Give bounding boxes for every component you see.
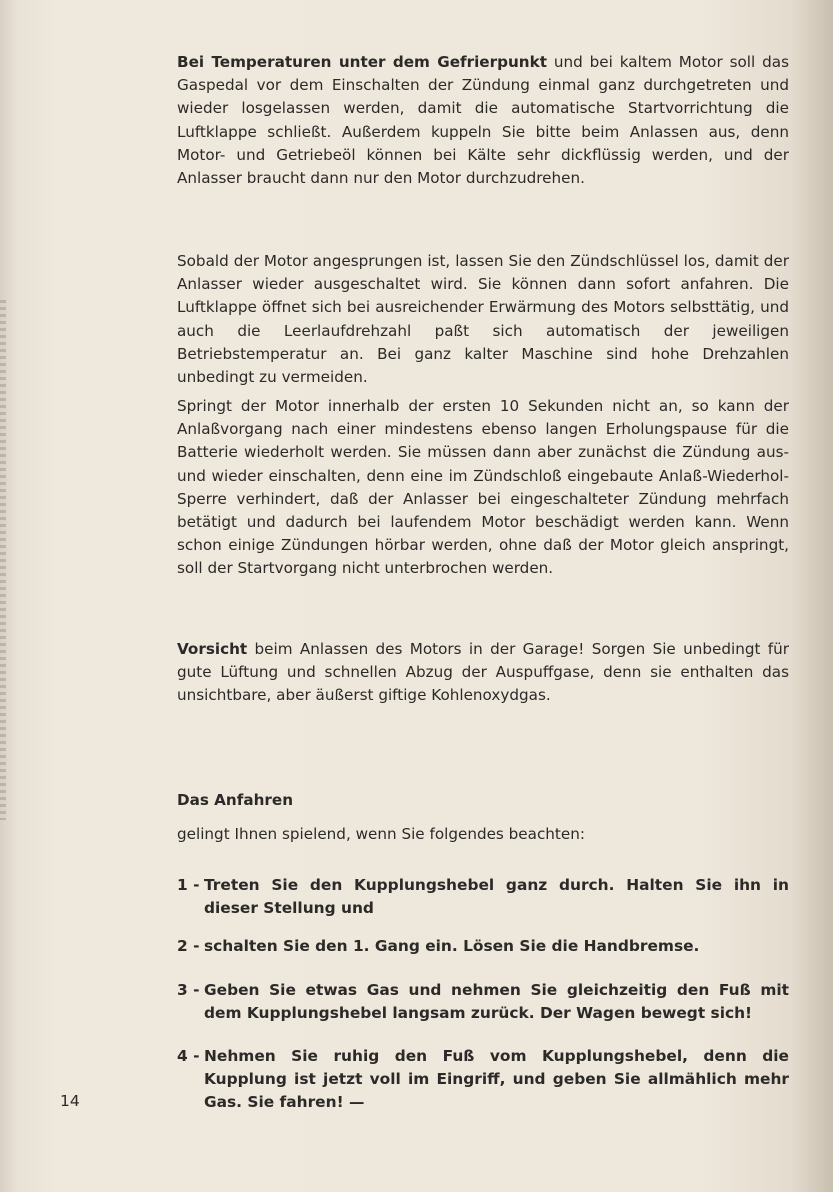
section-intro: gelingt Ihnen spielend, wenn Sie folgendes beachten: [177, 825, 585, 843]
step-number: 3 - [177, 981, 200, 999]
paragraph-cold-start-bold: Bei Temperaturen unter dem Gefrierpunkt [177, 53, 547, 71]
page-binding-edge [0, 300, 6, 820]
step-item [177, 874, 789, 920]
step-item [177, 935, 789, 958]
step-text: Nehmen Sie ruhig den Fuß vom Kupplungshebel, denn die Kupplung ist jetzt voll im Eingriff, und geben Sie allmählich mehr Gas. Sie fahren! — [204, 1047, 789, 1112]
step-item [177, 1045, 789, 1115]
paragraph-garage-warning [177, 638, 789, 708]
step-number: 4 - [177, 1047, 200, 1065]
step-item [177, 979, 789, 1025]
step-number: 1 - [177, 876, 200, 894]
section-heading: Das Anfahren [177, 791, 294, 809]
step-number: 2 - [177, 937, 200, 955]
step-text: Treten Sie den Kupplungshebel ganz durch. Halten Sie ihn in dieser Stellung und [204, 876, 789, 918]
paragraph-cold-start [177, 51, 789, 190]
page-number: 14 [60, 1092, 80, 1110]
paragraph-garage-warning-text: beim Anlassen des Motors in der Garage! Sorgen Sie unbedingt für gute Lüftung und schnellen Abzug der Auspuffgase, denn sie enthalten das unsichtbare, aber äußerst giftige Kohlenoxydgas. [177, 640, 789, 705]
paragraph-cold-start-text: und bei kaltem Motor soll das Gaspedal vor dem Einschalten der Zündung einmal ganz durchgetreten und wieder losgelassen werden, damit die automatische Startvorrichtung die Luftklappe schließt. Außerdem kuppeln Sie bitte beim Anlassen aus, denn Motor- und Getriebeöl können bei Kälte sehr dickflüssig werden, und der Anlasser braucht dann nur den Motor durchzudrehen. [177, 53, 789, 188]
step-text: Geben Sie etwas Gas und nehmen Sie gleichzeitig den Fuß mit dem Kupplungshebel langsam zurück. Der Wagen bewegt sich! [204, 981, 789, 1023]
step-text: schalten Sie den 1. Gang ein. Lösen Sie die Handbremse. [204, 937, 700, 955]
paragraph-garage-warning-bold: Vorsicht [177, 640, 248, 658]
paragraph-after-start: Sobald der Motor angesprungen ist, lassen Sie den Zündschlüssel los, damit der Anlasser wieder ausgeschaltet wird. Sie können dann sofort anfahren. Die Luftklappe öffnet sich bei ausreichender Erwärmung des Motors selbsttätig, und auch die Leerlaufdrehzahl paßt sich automatisch der jeweiligen Betriebstemperatur an. Bei ganz kalter Maschine sind hohe Drehzahlen unbedingt zu vermeiden. [177, 252, 789, 387]
paragraph-retry-start: Springt der Motor innerhalb der ersten 10 Sekunden nicht an, so kann der Anlaßvorgang nach einer mindestens ebenso langen Erholungspause für die Batterie wiederholt werden. Sie müssen dann aber zunächst die Zündung aus- und wieder einschalten, denn eine im Zündschloß eingebaute Anlaß-Wiederhol-Sperre verhindert, daß der Anlasser bei eingeschalteter Zündung mehrfach betätigt und dadurch bei laufendem Motor beschädigt werden kann. Wenn schon einige Zündungen hörbar werden, ohne daß der Motor gleich anspringt, soll der Startvorgang nicht unterbrochen werden. [177, 397, 789, 578]
